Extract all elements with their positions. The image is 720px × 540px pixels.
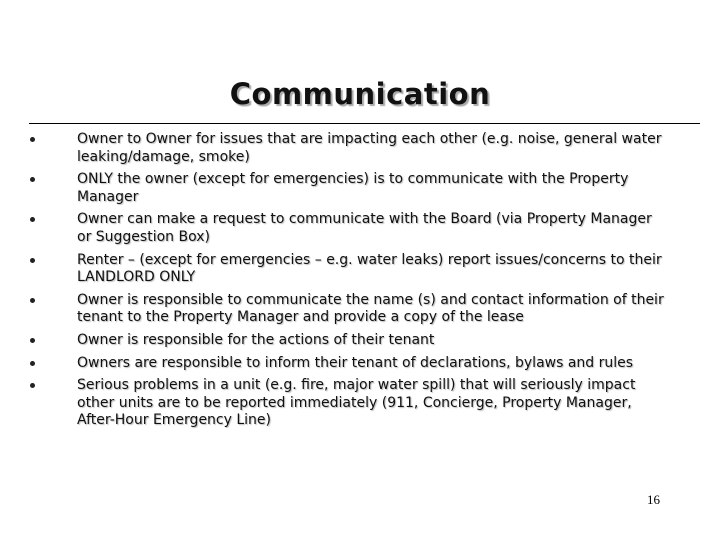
bullet-item — [30, 131, 670, 166]
bullet-text: Owner is responsible for the actions of their tenant — [77, 331, 435, 348]
bullet-dot-icon — [30, 258, 35, 263]
bullet-dot-icon — [30, 361, 35, 366]
bullet-item — [30, 332, 670, 350]
bullet-text: Owners are responsible to inform their tenant of declarations, bylaws and rules — [77, 354, 634, 371]
bullet-text: Serious problems in a unit (e.g. fire, major water spill) that will seriously impact other units are to be reported immediately (911, Concierge, Property Manager, After-Hour Emergency Line) — [77, 377, 636, 429]
bullet-text: Owner to Owner for issues that are impacting each other (e.g. noise, general water leaking/damage, smoke) — [77, 131, 662, 165]
bullet-dot-icon — [30, 217, 35, 222]
bullet-text: Renter – (except for emergencies – e.g. water leaks) report issues/concerns to their LANDLORD ONLY — [77, 251, 662, 286]
bullet-item — [30, 292, 670, 327]
bullet-dot-icon — [30, 177, 35, 182]
bullet-item — [30, 211, 670, 246]
bullet-dot-icon — [30, 298, 35, 303]
bullet-dot-icon — [30, 383, 35, 388]
bullet-text: Owner is responsible to communicate the name (s) and contact information of their tenant to the Property Manager and provide a copy of the lease — [77, 291, 664, 326]
title-divider — [29, 123, 700, 124]
bullet-item — [30, 355, 670, 373]
bullet-item — [30, 171, 670, 206]
bullet-item — [30, 377, 670, 430]
slide-title: Communication — [229, 77, 491, 111]
page-number: 16 — [647, 492, 660, 507]
bullet-text: ONLY the owner (except for emergencies) is to communicate with the Property Manager — [77, 171, 629, 205]
bullet-text: Owner can make a request to communicate with the Board (via Property Manager or Suggestion Box) — [77, 211, 652, 245]
bullet-list — [30, 131, 670, 435]
bullet-dot-icon — [30, 338, 35, 343]
bullet-dot-icon — [30, 137, 35, 142]
bullet-item — [30, 252, 670, 287]
